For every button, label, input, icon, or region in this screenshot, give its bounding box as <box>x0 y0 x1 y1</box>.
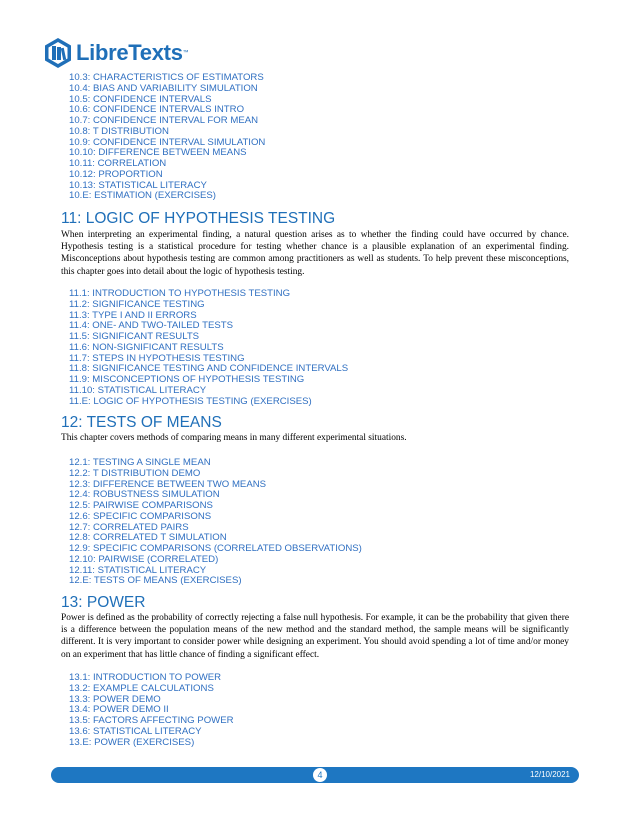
toc-link[interactable]: 12.5: PAIRWISE COMPARISONS <box>69 500 213 511</box>
page-footer <box>51 767 579 783</box>
toc-link[interactable]: 12.7: CORRELATED PAIRS <box>69 521 189 533</box>
toc-chapter-13-list <box>69 673 234 748</box>
toc-chapter-11-list <box>69 289 348 407</box>
toc-link[interactable]: 11.3: TYPE I AND II ERRORS <box>69 309 197 321</box>
toc-link[interactable]: 10.3: CHARACTERISTICS OF ESTIMATORS <box>69 72 264 83</box>
toc-link[interactable]: 13.4: POWER DEMO II <box>69 704 169 716</box>
toc-link[interactable]: 11.8: SIGNIFICANCE TESTING AND CONFIDENCE INTERVALS <box>69 363 349 375</box>
toc-link[interactable]: 12.4: ROBUSTNESS SIMULATION <box>69 489 220 501</box>
chapter-12-title: 12: TESTS OF MEANS <box>61 414 222 431</box>
toc-link[interactable]: 10.11: CORRELATION <box>69 158 167 169</box>
toc-link[interactable]: 12.6: SPECIFIC COMPARISONS <box>69 510 212 522</box>
toc-link[interactable]: 13.3: POWER DEMO <box>69 693 161 705</box>
toc-link[interactable]: 13.6: STATISTICAL LITERACY <box>69 725 202 737</box>
chapter-11-description: When interpreting an experimental finding, a natural question arises as to whether the finding could have occurred by chance. Hypothesis testing is a statistical procedure for testing whether chance is a plausible explanation of an experimental finding. Misconceptions about hypothesis testing are common among practitioners as well as students. To help prevent these misconceptions, this chapter goes into detail about the logic of hypothesis testing. <box>61 230 569 277</box>
toc-link[interactable]: 13.5: FACTORS AFFECTING POWER <box>69 715 234 726</box>
toc-link[interactable]: 12.E: TESTS OF MEANS (EXERCISES) <box>69 575 242 587</box>
toc-link[interactable]: 11.1: INTRODUCTION TO HYPOTHESIS TESTING <box>69 288 291 299</box>
toc-link[interactable]: 10.9: CONFIDENCE INTERVAL SIMULATION <box>69 136 266 148</box>
toc-link[interactable]: 11.6: NON-SIGNIFICANT RESULTS <box>69 341 224 353</box>
toc-link[interactable]: 11.4: ONE- AND TWO-TAILED TESTS <box>69 320 234 332</box>
toc-chapter-12-list <box>69 458 362 587</box>
libretexts-logo-icon <box>44 37 72 69</box>
toc-link[interactable]: 11.9: MISCONCEPTIONS OF HYPOTHESIS TESTING <box>69 374 305 385</box>
toc-link[interactable]: 10.6: CONFIDENCE INTERVALS INTRO <box>69 104 245 116</box>
toc-link[interactable]: 10.12: PROPORTION <box>69 168 163 180</box>
toc-link[interactable]: 10.10: DIFFERENCE BETWEEN MEANS <box>69 147 247 159</box>
toc-link[interactable]: 12.3: DIFFERENCE BETWEEN TWO MEANS <box>69 478 267 490</box>
chapter-13-title: 13: POWER <box>61 594 146 611</box>
toc-link[interactable]: 12.2: T DISTRIBUTION DEMO <box>69 467 201 479</box>
toc-link[interactable]: 11.10: STATISTICAL LITERACY <box>69 384 207 396</box>
page-number: 4 <box>313 768 327 782</box>
toc-link[interactable]: 12.1: TESTING A SINGLE MEAN <box>69 457 211 468</box>
toc-link[interactable]: 12.11: STATISTICAL LITERACY <box>69 564 207 576</box>
toc-link[interactable]: 10.5: CONFIDENCE INTERVALS <box>69 93 212 105</box>
libretexts-logo <box>44 36 189 70</box>
chapter-13-description: Power is defined as the probability of correctly rejecting a false null hypothesis. For example, it can be the probability that given there is a difference between the population means of the new method and the standard method, the sample means will be significantly different. It is very important to consider power while designing an experiment. You should avoid spending a lot of time and/or money on an experiment that has little chance of finding a significant effect. <box>61 613 569 660</box>
toc-link[interactable]: 10.4: BIAS AND VARIABILITY SIMULATION <box>69 82 258 94</box>
toc-link[interactable]: 10.13: STATISTICAL LITERACY <box>69 179 207 191</box>
toc-link[interactable]: 13.1: INTRODUCTION TO POWER <box>69 672 222 683</box>
toc-link[interactable]: 11.7: STEPS IN HYPOTHESIS TESTING <box>69 352 245 364</box>
logo-wordmark: LibreTexts <box>76 40 183 65</box>
toc-link[interactable]: 12.10: PAIRWISE (CORRELATED) <box>69 553 219 565</box>
chapter-12-description: This chapter covers methods of comparing means in many different experimental situations. <box>61 433 407 443</box>
toc-link[interactable]: 13.E: POWER (EXERCISES) <box>69 736 195 748</box>
toc-link[interactable]: 11.5: SIGNIFICANT RESULTS <box>69 331 200 342</box>
toc-link[interactable]: 12.8: CORRELATED T SIMULATION <box>69 532 227 544</box>
toc-chapter-10-list <box>69 73 265 202</box>
footer-date: 12/10/2021 <box>529 770 570 779</box>
toc-link[interactable]: 12.9: SPECIFIC COMPARISONS (CORRELATED OBSERVATIONS) <box>69 543 362 554</box>
toc-link[interactable]: 10.7: CONFIDENCE INTERVAL FOR MEAN <box>69 115 259 126</box>
logo-trademark: ™ <box>182 50 189 56</box>
toc-link[interactable]: 10.E: ESTIMATION (EXERCISES) <box>69 190 216 202</box>
toc-link[interactable]: 13.2: EXAMPLE CALCULATIONS <box>69 682 214 694</box>
chapter-11-title: 11: LOGIC OF HYPOTHESIS TESTING <box>61 210 336 227</box>
toc-link[interactable]: 11.2: SIGNIFICANCE TESTING <box>69 298 205 310</box>
toc-link[interactable]: 10.8: T DISTRIBUTION <box>69 125 169 137</box>
toc-link[interactable]: 11.E: LOGIC OF HYPOTHESIS TESTING (EXERCISES) <box>69 395 312 407</box>
